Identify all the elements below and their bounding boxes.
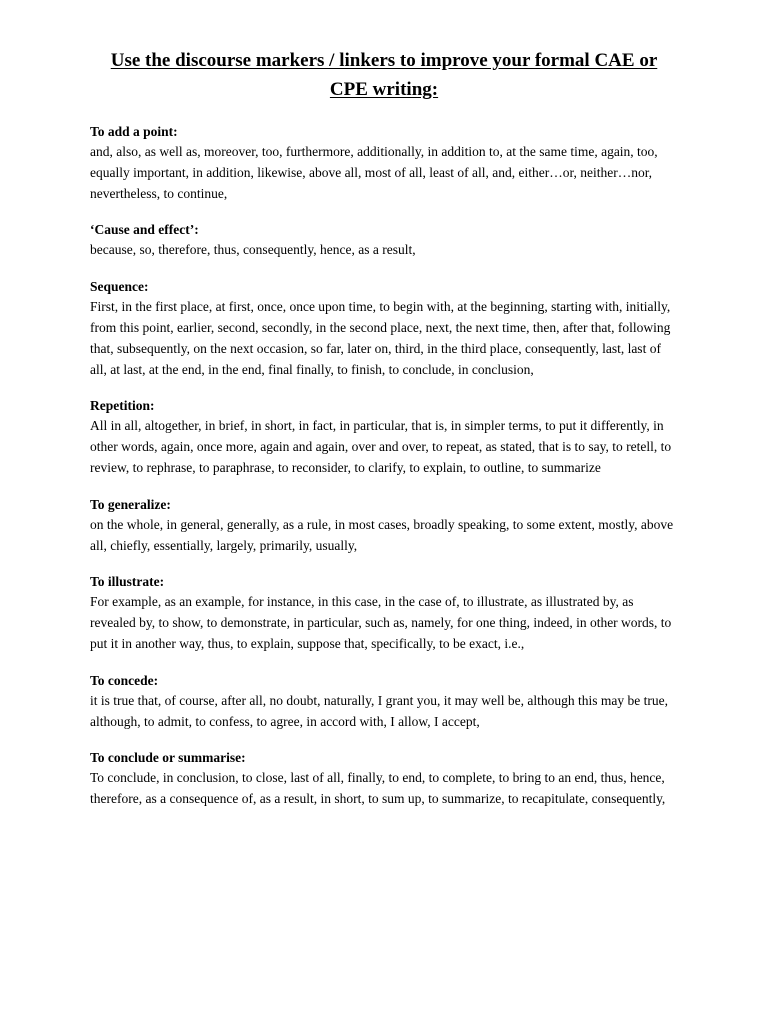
section-body: because, so, therefore, thus, consequently, hence, as a result, (90, 242, 416, 258)
section-heading: To generalize: (90, 496, 171, 512)
section-heading: Sequence: (90, 279, 149, 295)
section-heading: To illustrate: (90, 574, 165, 590)
section-body: To conclude, in conclusion, to close, last of all, finally, to end, to complete, to bring to an end, thus, hence, therefore, as a consequence of, as a result, in short, to sum up, to summarize, to recapitulate, consequently, (90, 770, 666, 807)
section-body: First, in the first place, at first, once, once upon time, to begin with, at the beginning, starting with, initially, from this point, earlier, second, secondly, in the second place, next, the next time, then, after that, following that, subsequently, on the next occasion, so far, later on, third, in the third place, consequently, last, last of all, at last, at the end, in the end, final finally, to finish, to conclude, in conclusion, (90, 299, 671, 377)
section-body: it is true that, of course, after all, no doubt, naturally, I grant you, it may well be, although this may be true, although, to admit, to confess, to agree, in accord with, I allow, I accept, (90, 692, 668, 729)
section-add-point (90, 122, 678, 204)
section-heading: To add a point: (90, 124, 178, 139)
section-heading: To conclude or summarise: (90, 750, 246, 766)
document-title: Use the discourse markers / linkers to improve your formal CAE or CPE writing: (110, 50, 658, 100)
section-body: on the whole, in general, generally, as a rule, in most cases, broadly speaking, to some extent, mostly, above all, chiefly, essentially, largely, primarily, usually, (90, 516, 674, 553)
section-generalize (90, 495, 678, 557)
section-body: All in all, altogether, in brief, in short, in fact, in particular, that is, in simpler terms, to put it differently, in other words, again, once more, again and again, over and over, to repeat, as stated, that is to say, to retell, to review, to rephrase, to paraphrase, to reconsider, to clarify, to explain, to outline, to summarize (90, 418, 672, 475)
section-heading: To concede: (90, 672, 159, 688)
section-body: For example, as an example, for instance, in this case, in the case of, to illustrate, as illustrated by, as revealed by, to show, to demonstrate, in particular, such as, namely, for one thing, indeed, in other words, to put it in another way, thus, to explain, suppose that, specifically, to be exact, i.e., (90, 594, 672, 651)
section-repetition (90, 396, 678, 478)
section-cause-effect (90, 220, 678, 261)
section-concede (90, 671, 678, 733)
section-body: and, also, as well as, moreover, too, furthermore, additionally, in addition to, at the same time, again, too, equally important, in addition, likewise, above all, most of all, least of all, and, either…or, neither…nor, nevertheless, to continue, (90, 144, 658, 201)
section-heading: ‘Cause and effect’: (90, 222, 199, 238)
section-heading: Repetition: (90, 398, 155, 414)
section-illustrate (90, 572, 678, 654)
section-sequence (90, 277, 678, 380)
section-conclude (90, 748, 678, 810)
